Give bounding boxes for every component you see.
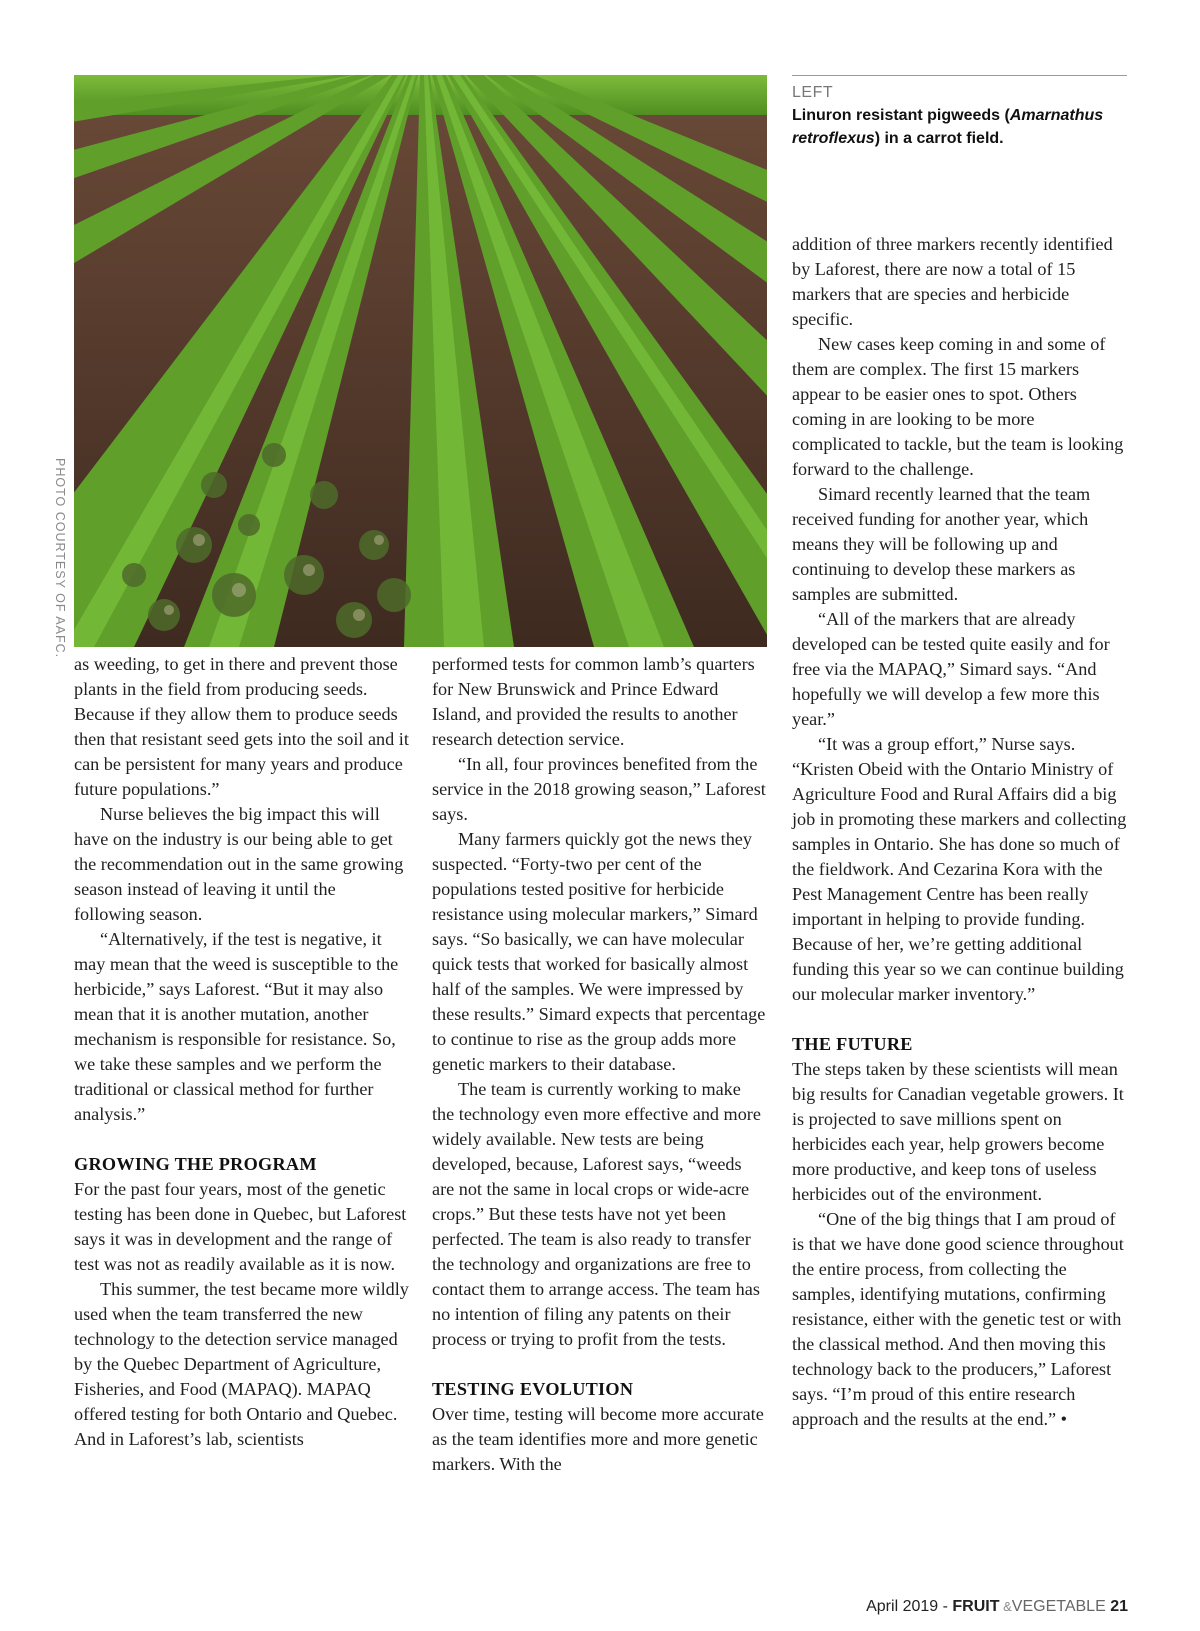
paragraph: “All of the markers that are already developed can be tested quite easily and for free via the MAPAQ,” Simard says. “And hopefully we will develop a few more this year.” bbox=[792, 609, 1110, 729]
paragraph: The steps taken by these scientists will mean big results for Canadian vegetable growers. It is projected to save millions spent on herbicides each year, help growers become more productive, and keep tons of useless herbicides out of the environment. bbox=[792, 1059, 1124, 1204]
photo-caption bbox=[792, 75, 1127, 150]
paragraph: New cases keep coming in and some of them are complex. The first 15 markers appear to be easier ones to spot. Others coming in are looking to be more complicated to tackle, but the team is looking forward to the challenge. bbox=[792, 334, 1124, 479]
paragraph: For the past four years, most of the genetic testing has been done in Quebec, but Laforest says it was in development and the range of test was not as readily available as it is now. bbox=[74, 1179, 407, 1274]
footer-ampersand: & bbox=[999, 1599, 1012, 1614]
paragraph: “It was a group effort,” Nurse says. “Kristen Obeid with the Ontario Ministry of Agriculture Food and Rural Affairs did a big job in promoting these markers and collecting samples in Ontario. She has done so much of the fieldwork. And Cezarina Kora with the Pest Management Centre has been really important in helping to provide funding. Because of her, we’re getting additional funding this year so we can continue building our molecular marker inventory.” bbox=[792, 734, 1127, 1004]
caption-text-after: ) in a carrot field. bbox=[874, 130, 1004, 147]
footer-vegetable: VEGETABLE bbox=[1011, 1598, 1106, 1615]
paragraph: performed tests for common lamb’s quarters for New Brunswick and Prince Edward Island, and provided the results to another research detection service. bbox=[432, 654, 755, 749]
footer-date: April 2019 - bbox=[866, 1598, 953, 1615]
caption-label: LEFT bbox=[792, 84, 834, 101]
carrot-field-photo bbox=[74, 75, 767, 647]
caption-species-name: Amarnathus retroflexus bbox=[792, 107, 1104, 147]
paragraph: Many farmers quickly got the news they suspected. “Forty-two per cent of the populations tested positive for herbicide resistance using molecular markers,” Simard says. “So basically, we can have molecular quick tests that worked for basically almost half of the samples. We were impressed by these results.” Simard expects that percentage to continue to rise as the group adds more genetic markers to their database. bbox=[432, 829, 766, 1074]
article-column-1 bbox=[74, 652, 409, 1452]
page-footer bbox=[866, 1598, 1128, 1616]
section-heading: THE FUTURE bbox=[792, 1034, 913, 1054]
caption-text bbox=[792, 104, 1127, 150]
footer-brand: FRUIT bbox=[952, 1598, 1000, 1615]
paragraph: The team is currently working to make the technology even more effective and more widely available. New tests are being developed, because, Laforest says, “weeds are not the same in local crops or wide-acre crops.” But these tests have not yet been perfected. The team is also ready to transfer the technology and organizations are free to contact them to arrange access. The team has no intention of filing any patents on their process or trying to profit from the tests. bbox=[432, 1079, 761, 1349]
paragraph: addition of three markers recently identified by Laforest, there are now a total of 15 markers that are species and herbicide specific. bbox=[792, 234, 1113, 329]
paragraph: Nurse believes the big impact this will have on the industry is our being able to get the recommendation out in the same growing season instead of leaving it until the following season. bbox=[74, 804, 404, 924]
paragraph: This summer, the test became more wildly used when the team transferred the new technology to the detection service managed by the Quebec Department of Agriculture, Fisheries, and Food (MAPAQ). MAPAQ offered testing for both Ontario and Quebec. And in Laforest’s lab, scientists bbox=[74, 1279, 409, 1449]
paragraph: Simard recently learned that the team received funding for another year, which means they will be following up and continuing to develop these markers as samples are submitted. bbox=[792, 484, 1091, 604]
photo-credit: PHOTO COURTESY OF AAFC. bbox=[53, 458, 67, 659]
paragraph: “Alternatively, if the test is negative, it may mean that the weed is susceptible to the herbicide,” says Laforest. “But it may also mean that it is another mutation, another mechanism is responsible for resistance. So, we take these samples and we perform the traditional or classical method for further analysis.” bbox=[74, 929, 399, 1124]
paragraph: “In all, four provinces benefited from the service in the 2018 growing season,” Laforest says. bbox=[432, 754, 766, 824]
section-heading: TESTING EVOLUTION bbox=[432, 1379, 634, 1399]
article-column-3 bbox=[792, 232, 1127, 1432]
section-heading: GROWING THE PROGRAM bbox=[74, 1154, 317, 1174]
paragraph: as weeding, to get in there and prevent those plants in the field from producing seeds. Because if they allow them to produce seeds then that resistant seed gets into the soil and it can be persistent for many years and produce future populations.” bbox=[74, 654, 409, 799]
page-number: 21 bbox=[1110, 1598, 1128, 1615]
paragraph: Over time, testing will become more accurate as the team identifies more and more genetic markers. With the bbox=[432, 1404, 764, 1474]
caption-text-before: Linuron resistant pigweeds ( bbox=[792, 107, 1010, 124]
article-column-2 bbox=[432, 652, 767, 1477]
paragraph: “One of the big things that I am proud of is that we have done good science throughout the entire process, from collecting the samples, identifying mutations, confirming resistance, either with the genetic test or with the classical method. And then moving this technology back to the producers,” Laforest says. “I’m proud of this entire research approach and the results at the end.” • bbox=[792, 1209, 1124, 1429]
